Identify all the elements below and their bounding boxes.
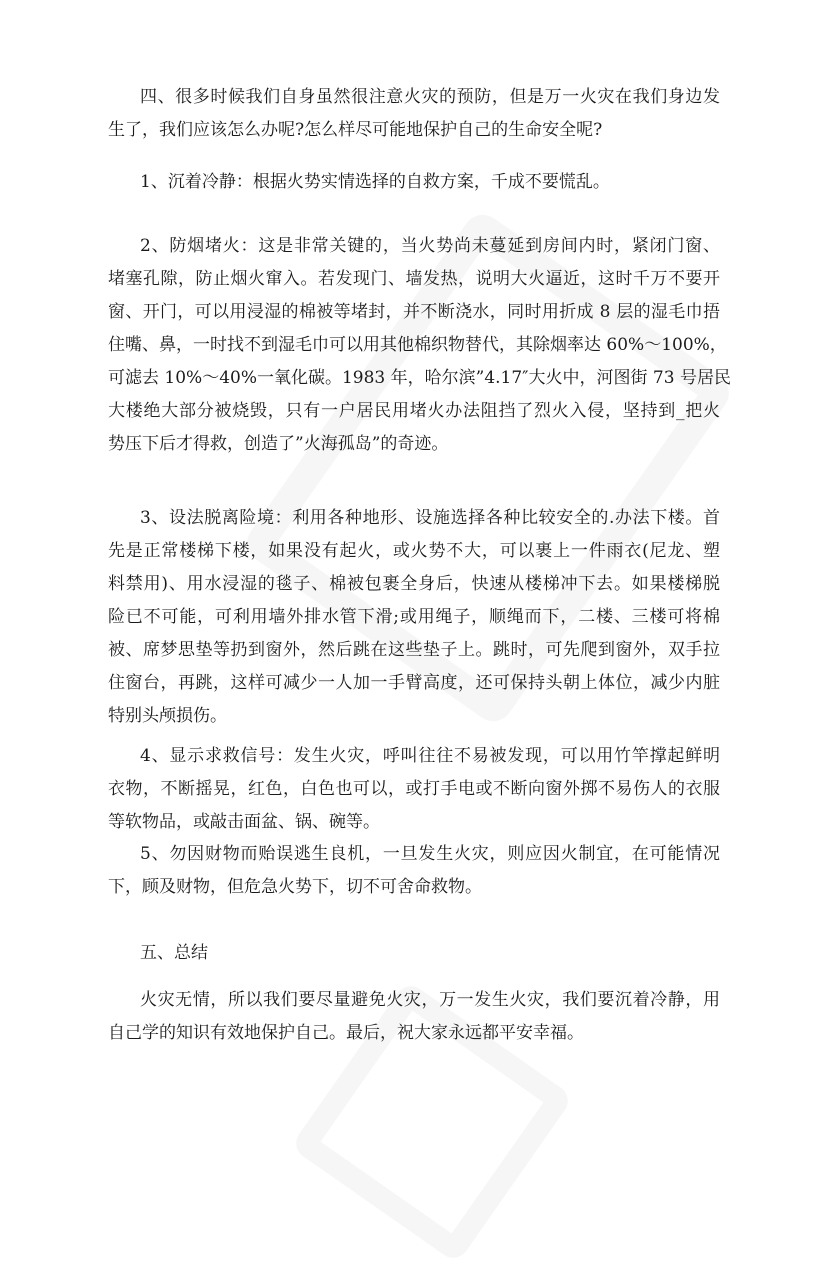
paragraph	[108, 838, 720, 904]
text-line: 四、很多时候我们自身虽然很注意火灾的预防，但是万一火灾在我们身边发	[140, 87, 720, 107]
text-line: 生了，我们应该怎么办呢?怎么样尽可能地保护自己的生命安全呢?	[108, 120, 603, 140]
text-line: 大楼绝大部分被烧毁，只有一户居民用堵火办法阻挡了烈火入侵，坚持到_把火	[108, 401, 720, 421]
text-line: 火灾无情，所以我们要尽量避免火灾，万一发生火灾，我们要沉着冷静，用	[140, 990, 720, 1010]
text-line: 衣物，不断摇晃，红色，白色也可以，或打手电或不断向窗外掷不易伤人的衣服	[108, 779, 720, 799]
paragraph	[108, 81, 720, 147]
paragraph	[108, 230, 731, 461]
text-line: 五、总结	[140, 943, 208, 963]
text-line: 下，顾及财物，但危急火势下，切不可舍命救物。	[108, 877, 482, 897]
text-line: 险已不可能，可利用墙外排水管下滑;或用绳子，顺绳而下，二楼、三楼可将棉	[108, 607, 720, 627]
paragraph	[108, 937, 720, 970]
text-line: 住嘴、鼻，一时找不到湿毛巾可以用其他棉织物替代，其除烟率达 60%～100%，	[108, 335, 727, 355]
paragraph	[108, 166, 720, 199]
paragraph	[108, 740, 720, 839]
text-line: 住窗台，再跳，这样可减少一人加一手臂高度，还可保持头朝上体位，减少内脏	[108, 673, 720, 693]
text-line: 可滤去 10%～40%一氧化碳。1983 年，哈尔滨”4.17″大火中，河图街 73 号居民	[108, 368, 731, 388]
text-line: 势压下后才得救，创造了”火海孤岛”的奇迹。	[108, 434, 449, 454]
text-line: 料禁用)、用水浸湿的毯子、棉被包裹全身后，快速从楼梯冲下去。如果楼梯脱	[108, 574, 720, 594]
text-line: 3、设法脱离险境：利用各种地形、设施选择各种比较安全的.办法下楼。首	[140, 508, 720, 528]
text-line: 被、席梦思垫等扔到窗外，然后跳在这些垫子上。跳时，可先爬到窗外，双手拉	[108, 640, 720, 660]
paragraph	[108, 984, 720, 1050]
text-line: 窗、开门，可以用浸湿的棉被等堵封，并不断浇水，同时用折成 8 层的湿毛巾捂	[108, 302, 720, 322]
text-line: 等软物品，或敲击面盆、锅、碗等。	[108, 812, 380, 832]
text-line: 特别头颅损伤。	[108, 706, 227, 726]
text-line: 先是正常楼梯下楼，如果没有起火，或火势不大，可以裹上一件雨衣(尼龙、塑	[108, 541, 720, 561]
text-line: 2、防烟堵火：这是非常关键的，当火势尚未蔓延到房间内时，紧闭门窗、	[140, 236, 720, 256]
paragraph	[108, 502, 720, 733]
text-line: 1、沉着冷静：根据火势实情选择的自救方案，千成不要慌乱。	[140, 172, 610, 192]
text-line: 5、勿因财物而贻误逃生良机，一旦发生火灾，则应因火制宜，在可能情况	[140, 844, 720, 864]
text-line: 自己学的知识有效地保护自己。最后，祝大家永远都平安幸福。	[108, 1023, 584, 1043]
text-line: 堵塞孔隙，防止烟火窜入。若发现门、墙发热，说明大火逼近，这时千万不要开	[108, 269, 720, 289]
text-line: 4、显示求救信号：发生火灾，呼叫往往不易被发现，可以用竹竿撑起鲜明	[140, 746, 720, 766]
